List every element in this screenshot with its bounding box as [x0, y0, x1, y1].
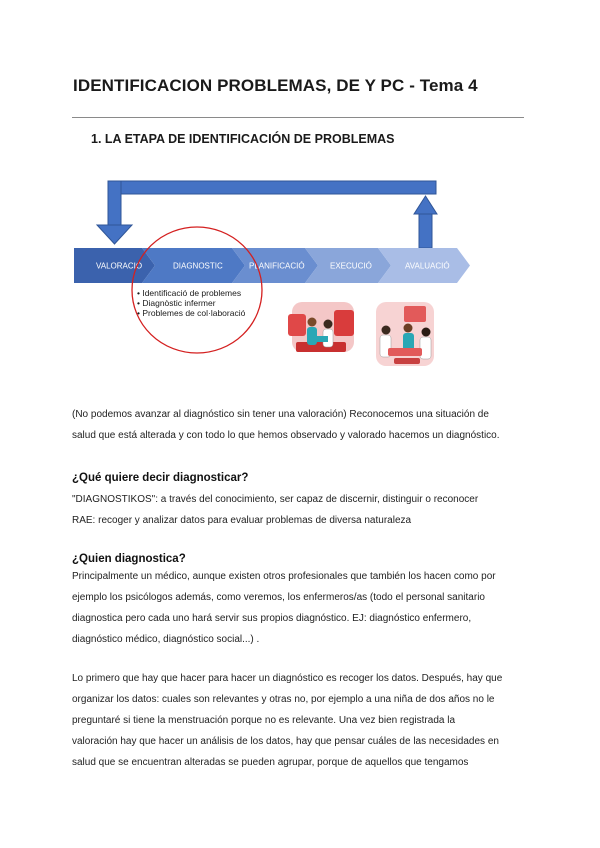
text-line: Lo primero que hay que hacer para hacer un diagnóstico es recoger los datos. Después, hay que — [72, 673, 503, 684]
diagnostic-list-item: • Problemes de col·laboració — [137, 308, 246, 318]
who-diagnoses-paragraph — [72, 566, 532, 650]
text-line: salud que se encuentran alteradas se pueden agrupar, porque de aquellos que tengamos — [72, 757, 469, 768]
question-heading-1: ¿Qué quiere decir diagnosticar? — [72, 472, 249, 484]
diagnostic-list-item: • Diagnòstic infermer — [137, 298, 216, 308]
feedback-loop-left-stem — [108, 181, 121, 225]
stage-label-avaluacio: AVALUACIÓ — [405, 261, 450, 271]
text-line: organizar los datos: cuales son relevantes y otras no, por ejemplo a una niña de dos años no le — [72, 694, 495, 705]
feedback-loop-right-stem — [419, 214, 432, 248]
section-heading: 1. LA ETAPA DE IDENTIFICACIÓN DE PROBLEMAS — [91, 132, 395, 146]
stage-label-execucio: EXECUCIÓ — [330, 261, 372, 271]
nursing-process-diagram — [0, 0, 600, 380]
question-heading-2: ¿Quien diagnostica? — [72, 553, 186, 565]
process-paragraph — [72, 668, 532, 773]
text-line: salud que está alterada y con todo lo que hemos observado y valorado hacemos un diagnóstico. — [72, 430, 500, 441]
stage-label-diagnostic: DIAGNOSTIC — [173, 261, 223, 271]
text-line: (No podemos avanzar al diagnóstico sin tener una valoración) Reconocemos una situación de — [72, 409, 489, 420]
feedback-loop-bar — [108, 181, 436, 194]
medical-team-illustration — [288, 302, 354, 352]
stage-label-planificacio: PLANIFICACIÓ — [249, 261, 305, 271]
diagnostic-list-item: • Identificació de problemes — [137, 288, 242, 298]
text-line: diagnóstico médico, diagnóstico social...) . — [72, 634, 260, 645]
text-line: preguntaré si tiene la menstruación porque no es relevante. Una vez bien registrada la — [72, 715, 456, 726]
intro-paragraph — [72, 404, 532, 446]
feedback-up-arrow — [414, 196, 437, 214]
text-line: valoración hay que hacer un análisis de los datos, hay que pensar cuáles de las necesidades en — [72, 736, 499, 747]
text-line: ejemplo los psicólogos además, como veremos, los enfermeros/as (todo el personal sanitario — [72, 592, 485, 603]
text-line: "DIAGNOSTIKOS": a través del conocimiento, ser capaz de discernir, distinguir o reconocer — [72, 494, 479, 505]
document-title: IDENTIFICACION PROBLEMAS, DE Y PC - Tema 4 — [73, 76, 478, 95]
definition-paragraph — [72, 489, 532, 531]
stage-label-valoracio: VALORACIÓ — [96, 261, 143, 271]
feedback-down-arrow — [97, 225, 132, 244]
text-line: diagnostica pero cada uno hará servir sus propios diagnóstico. EJ: diagnóstico enfermero, — [72, 613, 472, 624]
text-line: Principalmente un médico, aunque existen otros profesionales que también los hacen como por — [72, 571, 496, 582]
text-line: RAE: recoger y analizar datos para evaluar problemas de diversa naturaleza — [72, 515, 412, 526]
nurses-patient-illustration — [376, 302, 434, 366]
